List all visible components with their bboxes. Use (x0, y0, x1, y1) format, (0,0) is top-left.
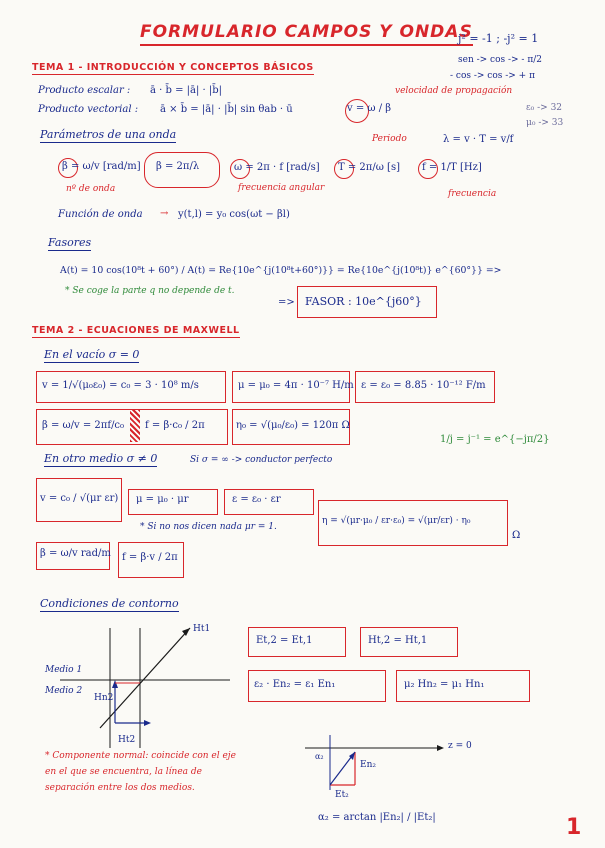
vacio-header: En el vacío σ = 0 (44, 348, 140, 361)
z0-label: z = 0 (448, 741, 472, 751)
comp-note: * Componente normal: coincide con el eje en el que se encuentra, la línea de separación entre los dos medios. (45, 751, 236, 793)
alpha-label: α₂ (315, 752, 324, 761)
mu0-eq: μ = μ₀ = 4π · 10⁻⁷ H/m (238, 380, 354, 391)
mu0-note: μ₀ -> 33 (526, 118, 564, 128)
vectorial-label: Producto vectorial : (38, 104, 139, 115)
eta-unit: Ω (512, 530, 521, 541)
mu-note: * Si no nos dicen nada μr = 1. (140, 522, 277, 532)
eta-otro-eq: η = √(μr·μ₀ / εr·ε₀) = √(μr/εr) · η₀ (322, 516, 471, 526)
fasor-result: FASOR : 10e^{j60°} (305, 295, 422, 308)
eta-vac-eq: η₀ = √(μ₀/ε₀) = 120π Ω (236, 420, 350, 431)
e0-note: ε₀ -> 32 (526, 103, 563, 113)
vectorial-eq: ā × b̄ = |ā| · |b̄| sin θab · ū (160, 104, 293, 115)
Ht2-label: Ht2 (118, 735, 136, 745)
mu-otro-eq: μ = μ₀ · μr (136, 494, 189, 505)
beta-vac-eq: β = ω/v = 2πf/c₀ (42, 420, 125, 431)
tema1-header: TEMA 1 - INTRODUCCIÓN Y CONCEPTOS BÁSICOS (32, 62, 314, 73)
e0-eq: ε = ε₀ = 8.85 · 10⁻¹² F/m (361, 380, 486, 391)
parametros-header: Parámetros de una onda (40, 128, 177, 141)
f-note: frecuencia (448, 189, 497, 199)
Ht-eq: Ht,2 = Ht,1 (368, 635, 428, 646)
T-eq: T = 2π/ω [s] (338, 162, 400, 173)
beta-otro-eq: β = ω/v rad/m (40, 548, 111, 559)
fasor-note: * Se coge la parte q no depende de t. (65, 286, 235, 296)
j-squared-note: j² = -1 ; -j² = 1 (458, 32, 539, 45)
funcion-arrow: → (160, 208, 169, 219)
v0-eq: v = 1/√(μ₀ε₀) = c₀ = 3 · 10⁸ m/s (42, 380, 199, 391)
beta-eq: β = ω/v [rad/m] (62, 161, 141, 172)
page-number: 1 (566, 815, 582, 840)
medio1-label: Medio 1 (45, 665, 83, 675)
funcion-eq: y(t,l) = y₀ cos(ωt − βl) (178, 209, 290, 220)
vp-note: velocidad de propagación (395, 86, 513, 96)
cos-shift-note: - cos -> cos -> + π (450, 71, 535, 81)
omega-note: frecuencia angular (238, 183, 325, 193)
otro-header: En otro medio σ ≠ 0 (44, 452, 158, 465)
separator-hatch (130, 410, 140, 442)
page-title: FORMULARIO CAMPOS Y ONDAS (140, 22, 473, 46)
escalar-eq: ā · b̄ = |ā| · |b̄| (150, 85, 223, 96)
f-eq: f = 1/T [Hz] (422, 162, 482, 173)
Ht1-label: Ht1 (193, 624, 211, 634)
angle-diagram (300, 730, 460, 800)
Et-eq: Et,2 = Et,1 (256, 635, 313, 646)
fasor-result-prefix: => (278, 297, 295, 308)
fasor-eq: A(t) = 10 cos(10⁸t + 60°) / A(t) = Re{10e^{j(10⁸t+60°)}} = Re{10e^{j(10⁸t)} e^{60°}} => (60, 265, 502, 276)
lambda-eq: λ = v · T = v/f (443, 134, 514, 145)
fasores-header: Fasores (48, 236, 92, 249)
f-vac-eq: f = β·c₀ / 2π (145, 420, 205, 431)
otro-note: Si σ = ∞ -> conductor perfecto (190, 455, 333, 465)
vp-eq: v = ω / β (347, 103, 392, 114)
f-otro-eq: f = β·v / 2π (122, 552, 178, 563)
Hn-eq: μ₂ Hn₂ = μ₁ Hn₁ (404, 679, 485, 690)
alpha-eq: α₂ = arctan |En₂| / |Et₂| (318, 812, 436, 823)
medio2-label: Medio 2 (45, 686, 83, 696)
contorno-header: Condiciones de contorno (40, 597, 179, 610)
Hn2-label: Hn2 (94, 693, 114, 703)
beta-note: nº de onda (66, 184, 116, 194)
escalar-label: Producto escalar : (38, 85, 131, 96)
En2-label: En₂ (360, 760, 376, 770)
tema2-header: TEMA 2 - ECUACIONES DE MAXWELL (32, 325, 240, 336)
omega-eq: ω = 2π · f [rad/s] (234, 162, 320, 173)
Et2-label: Et₂ (335, 790, 349, 800)
funcion-label: Función de onda (58, 209, 143, 220)
sin-cos-note: sen -> cos -> - π/2 (458, 55, 543, 65)
En-eq: ε₂ · En₂ = ε₁ En₁ (254, 679, 336, 690)
e-otro-eq: ε = ε₀ · εr (232, 494, 281, 505)
beta2-eq: β = 2π/λ (156, 161, 200, 172)
j-identity: 1/j = j⁻¹ = e^{−jπ/2} (440, 434, 550, 445)
periodo-note: Periodo (372, 134, 407, 144)
v-otro-eq: v = c₀ / √(μr εr) (40, 493, 119, 504)
